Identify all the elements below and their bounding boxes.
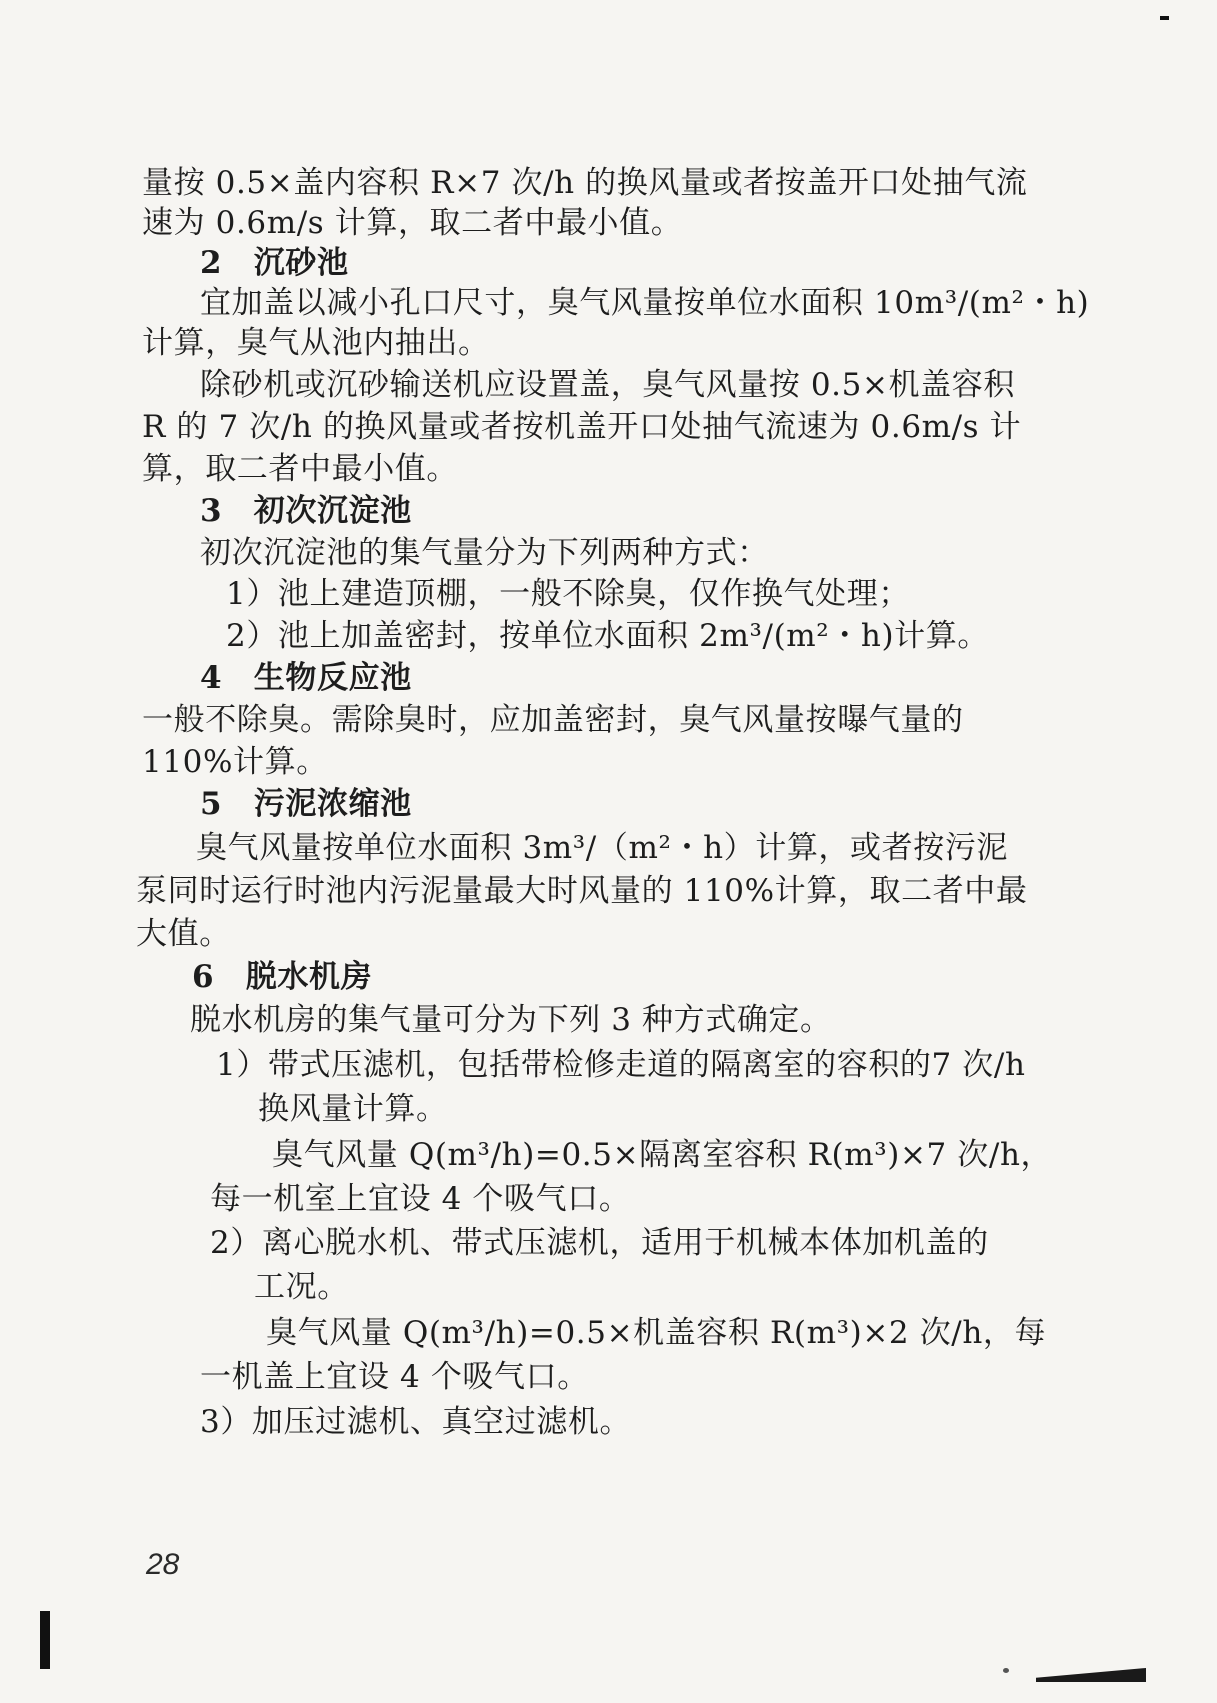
text-line: 换风量计算。: [258, 1091, 448, 1127]
text-line: 宜加盖以减小孔口尺寸，臭气风量按单位水面积 10m³/(m²・h): [200, 285, 1090, 321]
section-heading: 6 脱水机房: [192, 959, 373, 995]
text-line: 大值。: [136, 916, 231, 952]
list-item: 2）池上加盖密封，按单位水面积 2m³/(m²・h)计算。: [226, 618, 989, 654]
formula-line: 臭气风量 Q(m³/h)=0.5×隔离室容积 R(m³)×7 次/h，: [272, 1137, 1053, 1173]
scan-corner-mark: [1036, 1668, 1146, 1682]
text-line: R 的 7 次/h 的换风量或者按机盖开口处抽气流速为 0.6m/s 计: [142, 409, 1022, 445]
list-item: 1）带式压滤机，包括带检修走道的隔离室的容积的7 次/h: [216, 1047, 1026, 1083]
scan-left-bar: [40, 1611, 50, 1669]
scan-edge-mark: [1160, 16, 1169, 20]
formula-line: 臭气风量 Q(m³/h)=0.5×机盖容积 R(m³)×2 次/h，每: [266, 1315, 1047, 1351]
scan-dot-mark: [1003, 1668, 1009, 1673]
text-line: 计算，臭气从池内抽出。: [142, 325, 490, 361]
list-item: 3）加压过滤机、真空过滤机。: [200, 1404, 632, 1440]
text-line: 一机盖上宜设 4 个吸气口。: [200, 1359, 589, 1395]
text-line: 除砂机或沉砂输送机应设置盖，臭气风量按 0.5×机盖容积: [200, 367, 1015, 403]
text-line: 算，取二者中最小值。: [142, 451, 458, 487]
text-line: 工况。: [254, 1269, 349, 1305]
text-line: 脱水机房的集气量可分为下列 3 种方式确定。: [190, 1002, 832, 1038]
text-line: 泵同时运行时池内污泥量最大时风量的 110%计算，取二者中最: [136, 873, 1028, 909]
text-line: 一般不除臭。需除臭时，应加盖密封，臭气风量按曝气量的: [142, 702, 964, 738]
section-heading: 3 初次沉淀池: [200, 493, 412, 529]
page-number: 28: [146, 1548, 180, 1581]
text-line: 110%计算。: [142, 744, 328, 780]
section-heading: 4 生物反应池: [200, 660, 412, 696]
list-item: 2）离心脱水机、带式压滤机，适用于机械本体加机盖的: [210, 1225, 989, 1261]
text-line: 量按 0.5×盖内容积 R×7 次/h 的换风量或者按盖开口处抽气流: [142, 165, 1028, 201]
text-line: 臭气风量按单位水面积 3m³/（m²・h）计算，或者按污泥: [196, 830, 1009, 866]
list-item: 1）池上建造顶棚，一般不除臭，仅作换气处理；: [226, 576, 910, 612]
text-line: 每一机室上宜设 4 个吸气口。: [210, 1181, 631, 1217]
section-heading: 2 沉砂池: [200, 245, 349, 281]
text-line: 初次沉淀池的集气量分为下列两种方式：: [200, 535, 769, 571]
text-line: 速为 0.6m/s 计算，取二者中最小值。: [142, 205, 683, 241]
section-heading: 5 污泥浓缩池: [200, 786, 412, 822]
